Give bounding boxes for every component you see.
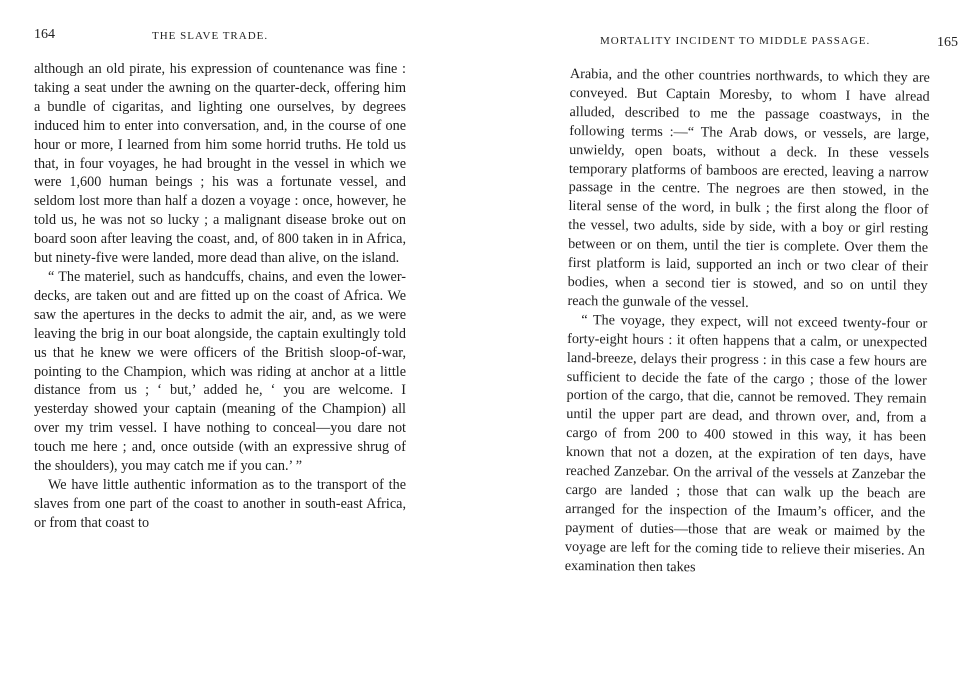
left-page-body [34,60,406,533]
right-paragraph-2: “ The voyage, they expect, will not exceed twenty-four or forty-eight hours : it often happens that a calm, or unexpected land-breeze, delays their progress : in this case a few hours are sufficient to decide the fate of the cargo ; those of the lower portion of the cargo, that die, cannot be removed. They remain until the upper part are dead, and thrown over, and, from a cargo of from 200 to 400 stowed in this way, it has been known that not a dozen, at the expiration of ten days, have reached Zanzebar. On the arrival of the vessels at Zanzebar the cargo are landed ; those that can walk up the beach are arranged for the inspection of the Imaum’s officer, and the payment of duties—those that are weak or maimed by the voyage are left for the coming tide to relieve their miseries. An examination then takes [564,311,928,575]
right-page-body [565,65,930,579]
book-gutter [470,0,490,681]
left-page [0,0,470,681]
right-paragraph-1: Arabia, and the other countries northwards, to which they are conveyed. But Captain Moresby, to whom I have alread alluded, described to me the passage coastways, in the following terms :—“ The Arab dows, or vessels, are large, unwieldy, open boats, without a deck. In these vessels temporary platforms of bamboos are erected, leaving a narrow passage in the centre. The negroes are then stowed, in the literal sense of the word, in bulk ; the first along the floor of the vessel, two adults, side by side, with a boy or girl resting between or on them, until the tier is complete. Over them the first platform is laid, supported an inch or two clear of their bodies, when a second tier is stowed, and so on until they reach the gunwale of the vessel. [567,65,930,311]
right-page-header [600,30,958,50]
left-paragraph-1: although an old pirate, his expression of countenance was fine : taking a seat under the awning on the quarter-deck, offering him a bundle of cigaritas, and lighting one ourselves, by degrees induced him to enter into conversation, and, in the course of one hour or more, I learned from him some horrid truths. He told us that, in four voyages, he had brought in the vessel in which we were 1,600 human beings ; his was a fortunate vessel, and seldom lost more than half a dozen a voyage : once, however, he told us, he was not so lucky ; a malignant disease broke out on board soon after leaving the coast, and, of 800 taken in in Africa, but ninety-five were landed, more dead than alive, on the island. [34,61,406,267]
right-page [490,0,980,681]
left-paragraph-2: “ The materiel, such as handcuffs, chains, and even the lower-decks, are taken out and are fitted up on the coast of Africa. We saw the apertures in the decks to admit the air, and, as we were leaving the brig in our boat alongside, the captain exultingly told us that he knew we were officers of the British sloop-of-war, pointing to the Champion, which was riding at anchor at a little distance from us ; ‘ but,’ added he, ‘ you are welcome. I yesterday showed your captain (meaning of the Champion) all over my trim vessel. I have nothing to conceal—you dare not touch me here ; and, once outside (with an expressive shrug of the shoulders), you may catch me if you can.’ ” [34,268,406,475]
right-running-head: MORTALITY INCIDENT TO MIDDLE PASSAGE. [600,35,871,47]
left-page-header [34,27,406,50]
left-running-head: THE SLAVE TRADE. [152,30,269,42]
left-page-number: 164 [34,27,55,42]
left-paragraph-3: We have little authentic information as to the transport of the slaves from one part of the coast to another in south-east Africa, or from that coast to [34,476,406,531]
right-page-number: 165 [937,35,958,50]
